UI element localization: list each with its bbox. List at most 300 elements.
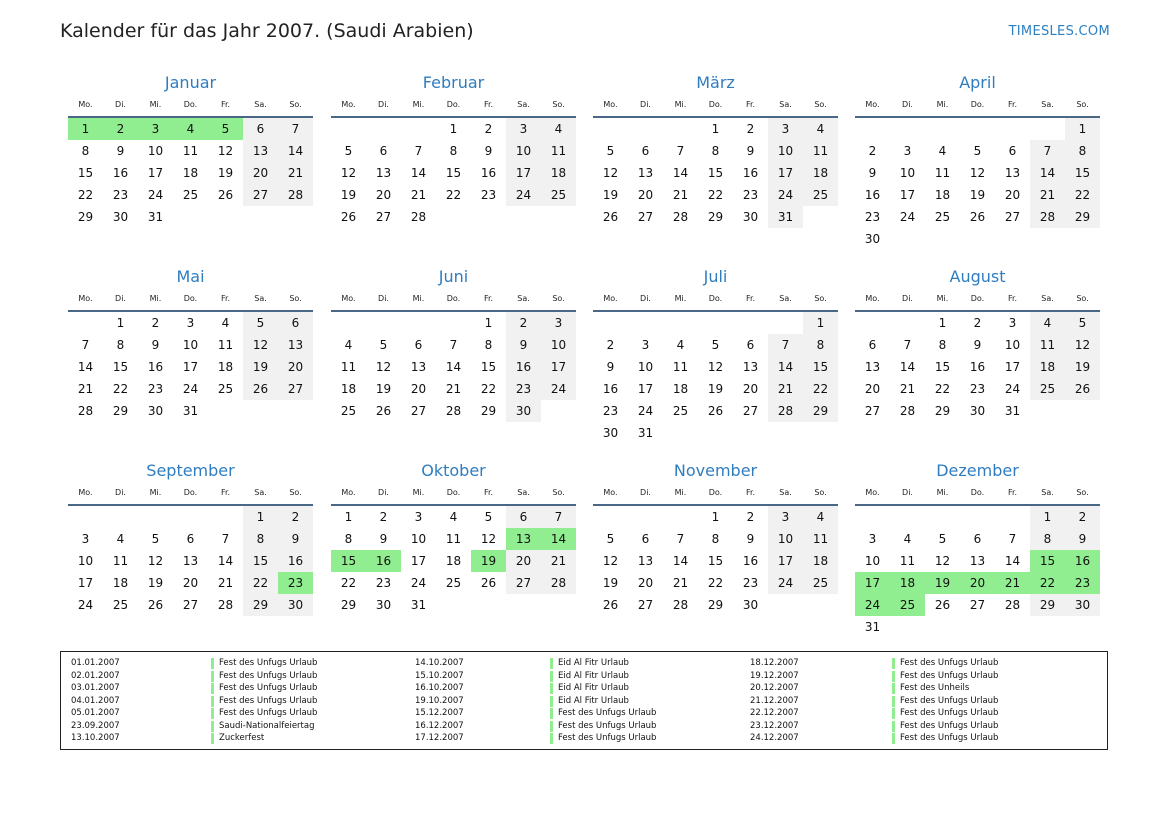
- day-cell: 9: [868, 166, 877, 180]
- day-cell: 21: [410, 188, 427, 202]
- holiday-name: Eid Al Fitr Urlaub: [550, 683, 629, 694]
- month-name: März: [696, 73, 735, 92]
- day-cell: 21: [995, 572, 1030, 594]
- day-cell: 1: [711, 122, 720, 136]
- holiday-name: Zuckerfest: [211, 733, 264, 744]
- day-cell: 3: [903, 144, 912, 158]
- day-cell: 14: [445, 360, 462, 374]
- day-cell: 1: [1065, 118, 1100, 140]
- month-block: [593, 267, 838, 444]
- holiday-date: 02.01.2007: [71, 670, 120, 681]
- day-cell: 27: [410, 404, 427, 418]
- day-cell: 2: [746, 122, 755, 136]
- day-cell: 29: [340, 598, 357, 612]
- day-cell: 22: [1065, 184, 1100, 206]
- day-cell: 7: [1008, 532, 1017, 546]
- holiday-column: [61, 657, 1101, 745]
- weekday-label: Fr.: [220, 294, 231, 303]
- day-cell: 13: [1004, 166, 1021, 180]
- day-cell: 13: [410, 360, 427, 374]
- day-cell: 27: [969, 598, 986, 612]
- weekday-label: Di.: [640, 294, 651, 303]
- day-cell: 25: [445, 576, 462, 590]
- month-days: [593, 118, 838, 228]
- holiday-name: Fest des Unfugs Urlaub: [211, 658, 317, 669]
- weekday-label: So.: [289, 488, 302, 497]
- month-block: [855, 73, 1100, 250]
- day-cell: 19: [1065, 356, 1100, 378]
- day-cell: 30: [1065, 594, 1100, 616]
- empty-cell: [663, 506, 698, 528]
- month-block: [68, 73, 313, 228]
- empty-cell: [103, 506, 138, 528]
- empty-cell: [366, 312, 401, 334]
- day-cell: 16: [742, 554, 759, 568]
- holiday-date: 01.01.2007: [71, 658, 120, 668]
- day-cell: 27: [278, 378, 313, 400]
- day-cell: 18: [803, 162, 838, 184]
- weekday-header: [593, 486, 838, 506]
- day-cell: 6: [414, 338, 423, 352]
- month-block: [331, 461, 576, 616]
- day-cell: 12: [147, 554, 164, 568]
- day-cell: 23: [278, 572, 313, 594]
- day-cell: 15: [934, 360, 951, 374]
- day-cell: 13: [864, 360, 881, 374]
- weekday-label: Fr.: [745, 100, 756, 109]
- day-cell: 12: [602, 166, 619, 180]
- day-cell: 1: [68, 118, 103, 140]
- day-cell: 21: [278, 162, 313, 184]
- weekday-label: Sa.: [254, 488, 267, 497]
- day-cell: 5: [711, 338, 720, 352]
- day-cell: 18: [541, 162, 576, 184]
- day-cell: 29: [707, 210, 724, 224]
- day-cell: 3: [541, 312, 576, 334]
- day-cell: 7: [81, 338, 90, 352]
- day-cell: 11: [217, 338, 234, 352]
- weekday-label: So.: [1076, 488, 1089, 497]
- day-cell: 15: [707, 166, 724, 180]
- day-cell: 4: [938, 144, 947, 158]
- day-cell: 27: [864, 404, 881, 418]
- day-cell: 13: [375, 166, 392, 180]
- month-block: [855, 267, 1100, 422]
- day-cell: 18: [112, 576, 129, 590]
- weekday-label: Do.: [446, 488, 461, 497]
- day-cell: 27: [1004, 210, 1021, 224]
- holiday-date: 17.12.2007: [415, 733, 464, 743]
- day-cell: 10: [182, 338, 199, 352]
- day-cell: 19: [602, 188, 619, 202]
- holiday-name: Fest des Unfugs Urlaub: [211, 708, 317, 719]
- day-cell: 7: [414, 144, 423, 158]
- month-name: Mai: [176, 267, 205, 286]
- day-cell: 17: [637, 382, 654, 396]
- day-cell: 24: [541, 378, 576, 400]
- weekday-label: Do.: [446, 100, 461, 109]
- month-days: [68, 118, 313, 228]
- weekday-label: Do.: [708, 488, 723, 497]
- brand-link[interactable]: TIMESLES.COM: [1008, 24, 1110, 39]
- day-cell: 20: [506, 550, 541, 572]
- day-cell: 29: [480, 404, 497, 418]
- empty-cell: [138, 506, 173, 528]
- holiday-name: Fest des Unfugs Urlaub: [211, 683, 317, 694]
- empty-cell: [698, 312, 733, 334]
- day-cell: 4: [173, 118, 208, 140]
- day-cell: 28: [445, 404, 462, 418]
- day-cell: 6: [278, 312, 313, 334]
- day-cell: 22: [707, 188, 724, 202]
- day-cell: 10: [541, 334, 576, 356]
- weekday-label: Sa.: [517, 488, 530, 497]
- day-cell: 6: [641, 532, 650, 546]
- day-cell: 2: [973, 316, 982, 330]
- weekday-label: Mo.: [603, 488, 618, 497]
- day-cell: 31: [1004, 404, 1021, 418]
- weekday-header: [855, 292, 1100, 312]
- day-cell: 12: [243, 334, 278, 356]
- weekday-label: Do.: [446, 294, 461, 303]
- day-cell: 6: [868, 338, 877, 352]
- day-cell: 6: [973, 532, 982, 546]
- day-cell: 24: [410, 576, 427, 590]
- day-cell: 20: [375, 188, 392, 202]
- day-cell: 25: [340, 404, 357, 418]
- day-cell: 18: [890, 572, 925, 594]
- day-cell: 13: [742, 360, 759, 374]
- empty-cell: [366, 118, 401, 140]
- day-cell: 10: [147, 144, 164, 158]
- holiday-date: 16.12.2007: [415, 720, 464, 731]
- day-cell: 24: [855, 594, 890, 616]
- day-cell: 6: [506, 506, 541, 528]
- day-cell: 5: [1065, 312, 1100, 334]
- holiday-name: Fest des Unfugs Urlaub: [211, 696, 317, 707]
- month-name: November: [673, 461, 758, 480]
- weekday-label: Mo.: [341, 488, 356, 497]
- weekday-label: So.: [1076, 100, 1089, 109]
- day-cell: 22: [934, 382, 951, 396]
- day-cell: 24: [147, 188, 164, 202]
- day-cell: 25: [541, 184, 576, 206]
- weekday-label: So.: [552, 294, 565, 303]
- month-days: [855, 312, 1100, 422]
- day-cell: 12: [480, 532, 497, 546]
- day-cell: 13: [182, 554, 199, 568]
- month-block: [68, 267, 313, 422]
- day-cell: 14: [768, 356, 803, 378]
- day-cell: 20: [243, 162, 278, 184]
- day-cell: 17: [899, 188, 916, 202]
- holiday-name: Eid Al Fitr Urlaub: [550, 696, 629, 707]
- day-cell: 16: [480, 166, 497, 180]
- day-cell: 3: [1008, 316, 1017, 330]
- day-cell: 9: [973, 338, 982, 352]
- day-cell: 15: [445, 166, 462, 180]
- day-cell: 11: [899, 554, 916, 568]
- day-cell: 15: [1030, 550, 1065, 572]
- day-cell: 26: [1065, 378, 1100, 400]
- day-cell: 12: [969, 166, 986, 180]
- weekday-header: [593, 292, 838, 312]
- holiday-name: Fest des Unfugs Urlaub: [550, 721, 656, 732]
- day-cell: 19: [375, 382, 392, 396]
- day-cell: 8: [484, 338, 493, 352]
- holiday-name: Fest des Unfugs Urlaub: [550, 733, 656, 744]
- day-cell: 9: [746, 144, 755, 158]
- day-cell: 14: [278, 140, 313, 162]
- day-cell: 1: [711, 510, 720, 524]
- day-cell: 19: [969, 188, 986, 202]
- day-cell: 5: [938, 532, 947, 546]
- day-cell: 24: [768, 572, 803, 594]
- month-name: August: [949, 267, 1006, 286]
- holiday-name: Fest des Unheils: [892, 683, 969, 694]
- day-cell: 26: [147, 598, 164, 612]
- weekday-label: Do.: [970, 294, 985, 303]
- day-cell: 14: [217, 554, 234, 568]
- weekday-header: [68, 292, 313, 312]
- day-cell: 4: [221, 316, 230, 330]
- day-cell: 19: [340, 188, 357, 202]
- weekday-header: [68, 98, 313, 118]
- day-cell: 27: [637, 210, 654, 224]
- day-cell: 3: [768, 506, 803, 528]
- day-cell: 18: [1030, 356, 1065, 378]
- day-cell: 9: [116, 144, 125, 158]
- day-cell: 20: [637, 188, 654, 202]
- day-cell: 8: [803, 334, 838, 356]
- day-cell: 15: [480, 360, 497, 374]
- day-cell: 17: [541, 356, 576, 378]
- day-cell: 24: [899, 210, 916, 224]
- day-cell: 27: [637, 598, 654, 612]
- empty-cell: [68, 312, 103, 334]
- day-cell: 27: [375, 210, 392, 224]
- holiday-name: Eid Al Fitr Urlaub: [550, 658, 629, 669]
- day-cell: 7: [449, 338, 458, 352]
- day-cell: 28: [672, 598, 689, 612]
- month-days: [331, 312, 576, 422]
- day-cell: 17: [1004, 360, 1021, 374]
- day-cell: 8: [449, 144, 458, 158]
- weekday-label: Di.: [378, 488, 389, 497]
- day-cell: 11: [803, 528, 838, 550]
- day-cell: 17: [410, 554, 427, 568]
- day-cell: 12: [340, 166, 357, 180]
- day-cell: 30: [506, 400, 541, 422]
- weekday-label: Do.: [183, 294, 198, 303]
- day-cell: 16: [112, 166, 129, 180]
- weekday-label: Fr.: [1007, 488, 1018, 497]
- day-cell: 2: [151, 316, 160, 330]
- weekday-label: Mi.: [412, 488, 425, 497]
- day-cell: 24: [1004, 382, 1021, 396]
- day-cell: 8: [344, 532, 353, 546]
- weekday-label: Mi.: [149, 488, 162, 497]
- month-block: [331, 73, 576, 228]
- holiday-date: 19.10.2007: [415, 695, 464, 706]
- day-cell: 30: [742, 210, 759, 224]
- day-cell: 28: [77, 404, 94, 418]
- day-cell: 9: [506, 334, 541, 356]
- day-cell: 11: [803, 140, 838, 162]
- day-cell: 11: [672, 360, 689, 374]
- weekday-label: Mo.: [78, 294, 93, 303]
- day-cell: 10: [506, 140, 541, 162]
- weekday-label: Mi.: [674, 488, 687, 497]
- month-days: [855, 506, 1100, 638]
- day-cell: 29: [112, 404, 129, 418]
- day-cell: 16: [864, 188, 881, 202]
- holiday-date: 19.12.2007: [750, 670, 799, 681]
- empty-cell: [733, 312, 768, 334]
- month-days: [68, 312, 313, 422]
- day-cell: 10: [864, 554, 881, 568]
- holiday-date: 20.12.2007: [750, 683, 799, 693]
- day-cell: 21: [899, 382, 916, 396]
- day-cell: 22: [803, 378, 838, 400]
- day-cell: 20: [960, 572, 995, 594]
- day-cell: 12: [707, 360, 724, 374]
- day-cell: 14: [77, 360, 94, 374]
- day-cell: 14: [541, 528, 576, 550]
- month-block: [68, 461, 313, 616]
- weekday-label: So.: [814, 100, 827, 109]
- day-cell: 25: [1030, 378, 1065, 400]
- day-cell: 15: [1065, 162, 1100, 184]
- day-cell: 3: [868, 532, 877, 546]
- day-cell: 16: [969, 360, 986, 374]
- weekday-label: Do.: [970, 100, 985, 109]
- day-cell: 5: [606, 532, 615, 546]
- day-cell: 24: [506, 184, 541, 206]
- day-cell: 7: [221, 532, 230, 546]
- holiday-date: 16.10.2007: [415, 683, 464, 693]
- day-cell: 18: [445, 554, 462, 568]
- weekday-label: So.: [1076, 294, 1089, 303]
- day-cell: 17: [182, 360, 199, 374]
- day-cell: 10: [768, 528, 803, 550]
- holiday-name: Fest des Unfugs Urlaub: [211, 671, 317, 682]
- day-cell: 2: [606, 338, 615, 352]
- day-cell: 15: [803, 356, 838, 378]
- month-name: April: [959, 73, 996, 92]
- day-cell: 7: [1030, 140, 1065, 162]
- day-cell: 23: [480, 188, 497, 202]
- weekday-label: Fr.: [483, 294, 494, 303]
- day-cell: 30: [112, 210, 129, 224]
- empty-cell: [995, 118, 1030, 140]
- day-cell: 26: [969, 210, 986, 224]
- day-cell: 28: [1030, 206, 1065, 228]
- day-cell: 7: [676, 532, 685, 546]
- day-cell: 16: [366, 550, 401, 572]
- holiday-row: [61, 695, 1101, 708]
- day-cell: 26: [602, 210, 619, 224]
- weekday-label: Di.: [378, 100, 389, 109]
- weekday-label: Di.: [115, 100, 126, 109]
- day-cell: 15: [707, 554, 724, 568]
- day-cell: 11: [1030, 334, 1065, 356]
- day-cell: 2: [868, 144, 877, 158]
- holiday-name: Fest des Unfugs Urlaub: [550, 708, 656, 719]
- weekday-label: Mo.: [78, 100, 93, 109]
- holiday-name: Eid Al Fitr Urlaub: [550, 671, 629, 682]
- weekday-label: Di.: [640, 488, 651, 497]
- day-cell: 1: [938, 316, 947, 330]
- day-cell: 28: [672, 210, 689, 224]
- weekday-label: Di.: [378, 294, 389, 303]
- day-cell: 12: [217, 144, 234, 158]
- holiday-list: [60, 651, 1108, 750]
- day-cell: 11: [340, 360, 357, 374]
- day-cell: 31: [410, 598, 427, 612]
- day-cell: 23: [602, 404, 619, 418]
- empty-cell: [768, 312, 803, 334]
- day-cell: 25: [803, 184, 838, 206]
- empty-cell: [960, 506, 995, 528]
- day-cell: 15: [112, 360, 129, 374]
- day-cell: 30: [864, 232, 881, 246]
- day-cell: 12: [602, 554, 619, 568]
- day-cell: 12: [1065, 334, 1100, 356]
- day-cell: 4: [541, 118, 576, 140]
- weekday-label: Sa.: [1041, 488, 1054, 497]
- day-cell: 9: [484, 144, 493, 158]
- day-cell: 14: [672, 166, 689, 180]
- weekday-label: Mi.: [412, 294, 425, 303]
- weekday-label: Fr.: [745, 294, 756, 303]
- day-cell: 13: [637, 166, 654, 180]
- holiday-date: 23.12.2007: [750, 720, 799, 731]
- month-block: [855, 461, 1100, 638]
- day-cell: 19: [243, 356, 278, 378]
- empty-cell: [855, 506, 890, 528]
- day-cell: 2: [484, 122, 493, 136]
- day-cell: 19: [147, 576, 164, 590]
- day-cell: 1: [243, 506, 278, 528]
- weekday-label: Fr.: [220, 100, 231, 109]
- empty-cell: [663, 312, 698, 334]
- empty-cell: [628, 118, 663, 140]
- weekday-label: Sa.: [517, 294, 530, 303]
- day-cell: 20: [182, 576, 199, 590]
- day-cell: 9: [746, 532, 755, 546]
- day-cell: 2: [103, 118, 138, 140]
- month-name: Januar: [164, 73, 217, 92]
- day-cell: 23: [112, 188, 129, 202]
- day-cell: 28: [899, 404, 916, 418]
- weekday-label: Di.: [640, 100, 651, 109]
- empty-cell: [855, 312, 890, 334]
- day-cell: 21: [445, 382, 462, 396]
- empty-cell: [68, 506, 103, 528]
- empty-cell: [995, 506, 1030, 528]
- day-cell: 18: [182, 166, 199, 180]
- day-cell: 31: [768, 206, 803, 228]
- weekday-label: Fr.: [483, 100, 494, 109]
- day-cell: 14: [899, 360, 916, 374]
- weekday-label: Sa.: [254, 294, 267, 303]
- day-cell: 3: [138, 118, 173, 140]
- holiday-name: Fest des Unfugs Urlaub: [892, 721, 998, 732]
- weekday-label: Mo.: [865, 488, 880, 497]
- weekday-label: Mo.: [341, 294, 356, 303]
- day-cell: 6: [1008, 144, 1017, 158]
